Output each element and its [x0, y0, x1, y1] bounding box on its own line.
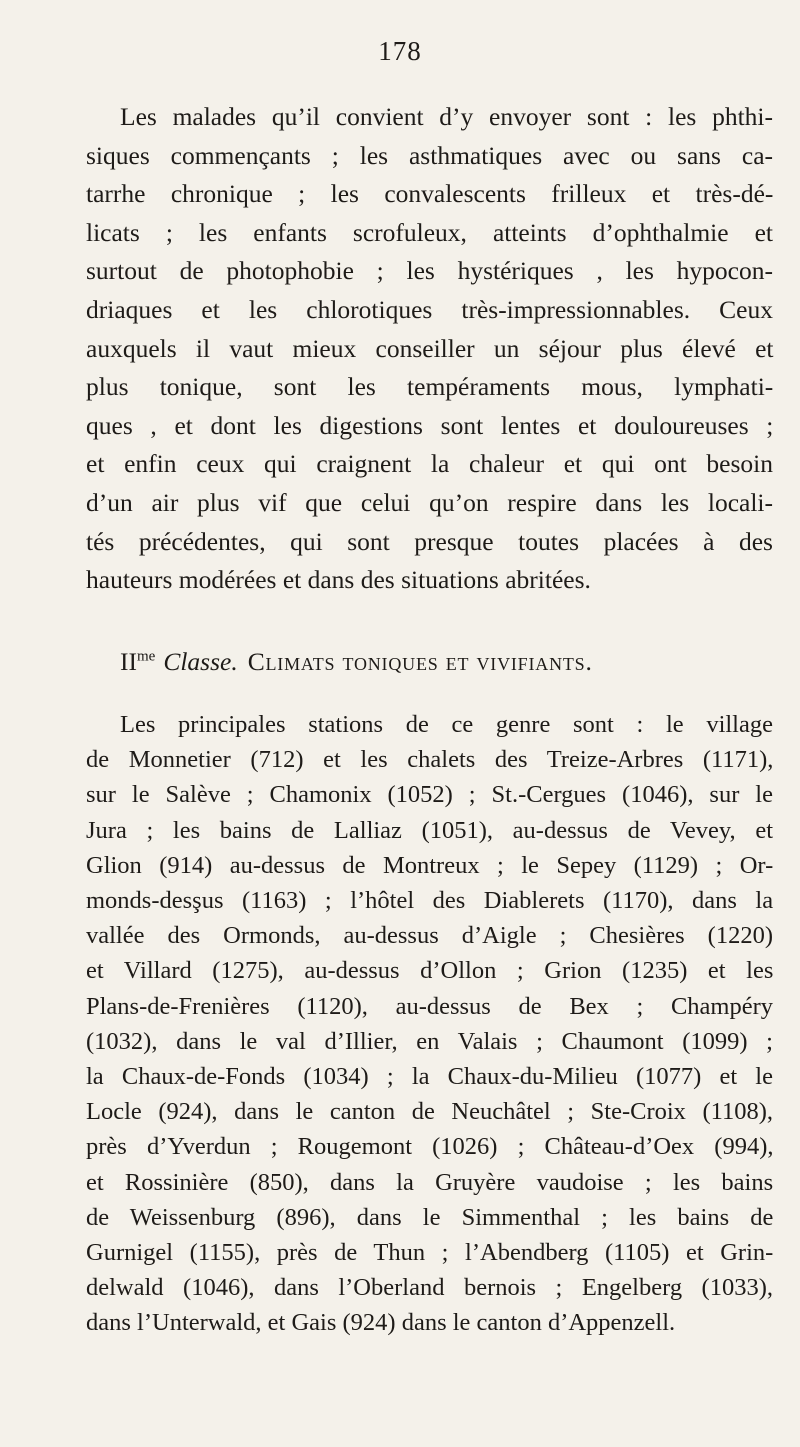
text-line: driaques et les chlorotiques très-impressionnables. Ceux	[86, 294, 773, 324]
text-line: près d’Yverdun ; Rougemont (1026) ; Château-d’Oex (994),	[86, 1133, 774, 1161]
text-line: siques commençants ; les asthmatiques avec ou sans ca-	[86, 140, 773, 170]
text-line: Plans-de-Frenières (1120), au-dessus de Bex ; Champéry	[86, 992, 773, 1020]
text-line: de Monnetier (712) et les chalets des Treize-Arbres (1171),	[86, 746, 774, 774]
text-line: plus tonique, sont les tempéraments mous, lymphati-	[86, 372, 774, 402]
text-line: ques , et dont les digestions sont lentes et douloureuses ;	[86, 410, 774, 440]
text-line: Jura ; les bains de Lalliaz (1051), au-dessus de Vevey, et	[86, 816, 773, 844]
text-line: Les principales stations de ce genre sont : le village	[120, 711, 773, 738]
text-line: et Villard (1275), au-dessus d’Ollon ; Grion (1235) et les	[86, 957, 774, 985]
text-line: hauteurs modérées et dans des situations abritées.	[86, 565, 591, 595]
text-line: de Weissenburg (896), dans le Simmenthal ; les bains de	[86, 1203, 774, 1231]
text-line: sur le Salève ; Chamonix (1052) ; St.-Cergues (1046), sur le	[86, 781, 773, 809]
heading-classe: Classe.	[163, 646, 238, 676]
text-line: Glion (914) au-dessus de Montreux ; le Sepey (1129) ; Or-	[86, 851, 774, 879]
text-line: d’un air plus vif que celui qu’on respire dans les locali-	[86, 487, 773, 517]
text-line: et enfin ceux qui craignent la chaleur et qui ont besoin	[86, 449, 773, 479]
text-line: tés précédentes, qui sont presque toutes placées à des	[86, 526, 773, 556]
text-line: la Chaux-de-Fonds (1034) ; la Chaux-du-Milieu (1077) et le	[86, 1063, 773, 1091]
page-number: 178	[378, 36, 422, 66]
paragraph-2	[86, 707, 773, 1341]
text-line: monds-desşus (1163) ; l’hôtel des Diablerets (1170), dans la	[86, 887, 774, 915]
text-line: (1032), dans le val d’Illier, en Valais ; Chaumont (1099) ;	[86, 1027, 773, 1055]
section-heading	[120, 637, 780, 681]
text-line: vallée des Ormonds, au-dessus d’Aigle ; Chesières (1220)	[86, 922, 773, 950]
text-line: auxquels il vaut mieux conseiller un séjour plus élevé et	[86, 333, 774, 363]
text-line: Gurnigel (1155), près de Thun ; l’Abendberg (1105) et Grin-	[86, 1239, 774, 1267]
text-line: et Rossinière (850), dans la Gruyère vaudoise ; les bains	[86, 1168, 774, 1196]
text-line: tarrhe chronique ; les convalescents frilleux et très-dé-	[86, 179, 774, 209]
heading-roman-numeral: $II^{me}$	[120, 646, 156, 676]
text-line: dans l’Unterwald, et Gais (924) dans le canton d’Appenzell.	[86, 1309, 676, 1337]
paragraph-1	[86, 98, 773, 600]
text-line: delwald (1046), dans l’Oberland bernois ; Engelberg (1033),	[86, 1274, 773, 1302]
text-line: licats ; les enfants scrofuleux, atteints d’ophthalmie et	[86, 217, 773, 247]
text-line: surtout de photophobie ; les hystériques , les hypocon-	[86, 256, 773, 286]
text-line: Locle (924), dans le canton de Neuchâtel ; Ste-Croix (1108),	[86, 1098, 774, 1126]
heading-title: Climats toniques et vivifiants.	[247, 646, 593, 676]
text-line: Les malades qu’il convient d’y envoyer sont : les phthi-	[120, 102, 773, 131]
